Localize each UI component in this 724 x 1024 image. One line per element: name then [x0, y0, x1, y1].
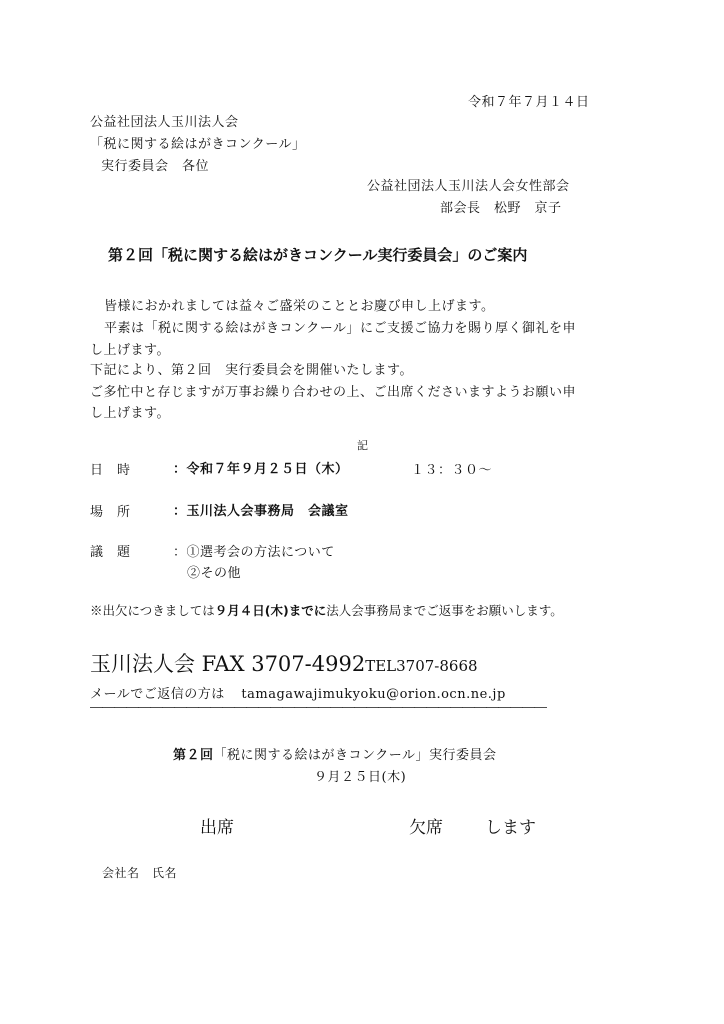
notice-suffix: 法人会事務局までご返事をお願いします。	[326, 603, 563, 618]
document-date: 令和７年７月１４日	[468, 95, 590, 110]
datetime-label: 日 時	[90, 463, 131, 478]
recipient-event: 「税に関する絵はがきコンクール」	[90, 137, 306, 152]
recipient-committee: 実行委員会 各位	[101, 159, 210, 174]
sender-person: 部会長 松野 京子	[440, 201, 562, 216]
email-label: メールでご返信の方は	[90, 687, 225, 702]
body-line-2: 平素は「税に関する絵はがきコンクール」にご支援ご協力を賜り厚く御礼を申	[104, 321, 576, 336]
reply-title-rest: 「税に関する絵はがきコンクール」実行委員会	[213, 748, 497, 763]
body-line-4: 下記により、第２回 実行委員会を開催いたします。	[90, 363, 413, 378]
ki-heading: 記	[357, 439, 368, 452]
notice-prefix: ※出欠につきましては	[90, 603, 215, 618]
reply-date: ９月２５日(木)	[314, 770, 407, 785]
reply-notice	[90, 601, 563, 619]
fax-number: 玉川法人会 FAX 3707-4992	[90, 652, 366, 676]
email-address: tamagawajimukyoku@orion.ocn.ne.jp	[241, 687, 506, 702]
recipient-org: 公益社団法人玉川法人会	[90, 115, 239, 130]
fax-line	[90, 648, 478, 678]
tel-number: TEL3707-8668	[365, 657, 478, 675]
company-name-field[interactable]: 会社名 氏名	[102, 866, 178, 880]
document-title: 第２回「税に関する絵はがきコンクール実行委員会」のご案内	[108, 246, 528, 264]
absent-option[interactable]: 欠席	[409, 818, 443, 838]
body-line-5: ご多忙中と存じますが万事お繰り合わせの上、ご出席くださいますようお願い申	[90, 385, 577, 400]
place-label: 場 所	[90, 505, 131, 520]
body-line-6: し上げます。	[90, 406, 170, 421]
place-value: ：玉川法人会事務局 会議室	[173, 504, 349, 519]
body-line-3: し上げます。	[90, 343, 170, 358]
will-text: します	[485, 818, 536, 838]
separator-line: ――――――――――――――――――――――――――――――――――――――	[90, 700, 546, 715]
datetime-value: ：令和７年９月２５日（木）	[173, 462, 349, 477]
agenda-item-2: ②その他	[187, 566, 242, 581]
sender-org: 公益社団法人玉川法人会女性部会	[367, 179, 570, 194]
reply-form-title	[173, 744, 497, 763]
notice-deadline: ９月４日(木)までに	[214, 603, 327, 618]
agenda-label: 議 題	[90, 545, 131, 560]
datetime-time: １３：３０～	[411, 463, 493, 478]
attend-option[interactable]: 出席	[200, 818, 234, 838]
agenda-item-1: ：①選考会の方法について	[173, 545, 335, 560]
body-line-1: 皆様におかれましては益々ご盛栄のこととお慶び申し上げます。	[104, 299, 495, 314]
reply-title-bold: 第２回	[173, 748, 214, 763]
